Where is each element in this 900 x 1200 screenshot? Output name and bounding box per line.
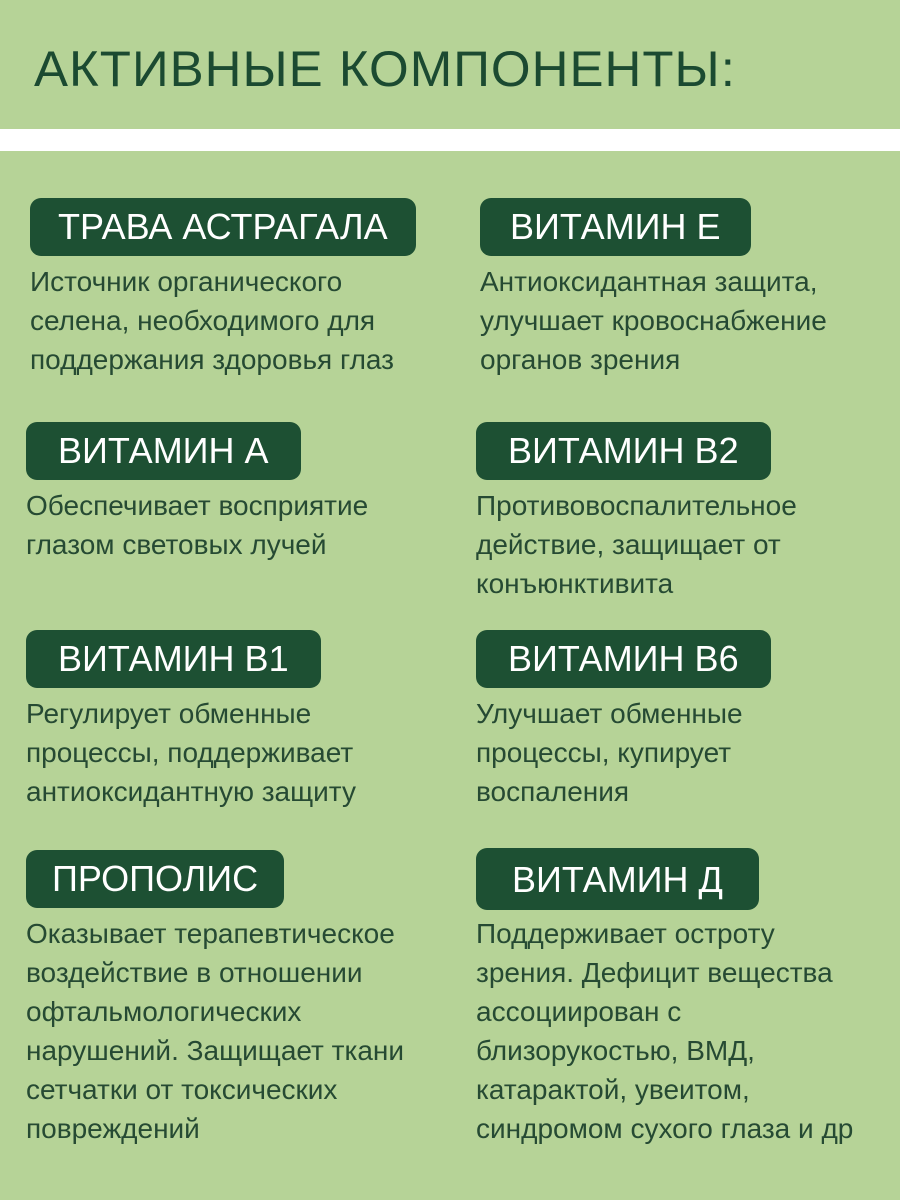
component-vitamin-e	[480, 198, 827, 379]
divider-stripe	[0, 129, 900, 151]
component-description	[26, 914, 404, 1148]
description-line: синдромом сухого глаза и др	[476, 1113, 854, 1144]
description-line: Улучшает обменные	[476, 698, 743, 729]
component-vitamin-b1	[26, 630, 356, 811]
component-description	[476, 486, 797, 603]
description-line: органов зрения	[480, 344, 681, 375]
description-line: Противовоспалительное	[476, 490, 797, 521]
component-label: ВИТАМИН В1	[26, 630, 321, 688]
description-line: улучшает кровоснабжение	[480, 305, 827, 336]
component-label: ВИТАМИН В2	[476, 422, 771, 480]
component-label: ПРОПОЛИС	[26, 850, 284, 908]
description-line: Обеспечивает восприятие	[26, 490, 369, 521]
description-line: Оказывает терапевтическое	[26, 918, 395, 949]
description-line: Антиоксидантная защита,	[480, 266, 818, 297]
description-line: поддержания здоровья глаз	[30, 344, 394, 375]
description-line: ассоциирован с	[476, 996, 682, 1027]
component-vitamin-b6	[476, 630, 771, 811]
component-propolis	[26, 850, 404, 1148]
description-line: конъюнктивита	[476, 568, 674, 599]
description-line: процессы, поддерживает	[26, 737, 354, 768]
component-label: ВИТАМИН Д	[476, 848, 759, 910]
description-line: катарактой, увеитом,	[476, 1074, 750, 1105]
description-line: повреждений	[26, 1113, 200, 1144]
component-label: ТРАВА АСТРАГАЛА	[30, 198, 416, 256]
component-label: ВИТАМИН В6	[476, 630, 771, 688]
description-line: процессы, купирует	[476, 737, 732, 768]
component-astragalus	[30, 198, 416, 379]
component-description	[476, 914, 853, 1148]
component-description	[26, 486, 368, 564]
description-line: близорукостью, ВМД,	[476, 1035, 755, 1066]
component-vitamin-d	[476, 848, 853, 1148]
description-line: зрения. Дефицит вещества	[476, 957, 833, 988]
description-line: глазом световых лучей	[26, 529, 327, 560]
description-line: нарушений. Защищает ткани	[26, 1035, 405, 1066]
component-description	[476, 694, 771, 811]
description-line: офтальмологических	[26, 996, 302, 1027]
description-line: действие, защищает от	[476, 529, 781, 560]
component-label: ВИТАМИН Е	[480, 198, 751, 256]
component-description	[480, 262, 827, 379]
component-label: ВИТАМИН А	[26, 422, 301, 480]
description-line: воспаления	[476, 776, 630, 807]
component-description	[26, 694, 356, 811]
page-title: АКТИВНЫЕ КОМПОНЕНТЫ:	[34, 41, 736, 97]
description-line: сетчатки от токсических	[26, 1074, 338, 1105]
description-line: селена, необходимого для	[30, 305, 376, 336]
component-vitamin-b2	[476, 422, 797, 603]
description-line: Источник органического	[30, 266, 343, 297]
description-line: воздействие в отношении	[26, 957, 363, 988]
description-line: антиоксидантную защиту	[26, 776, 356, 807]
description-line: Поддерживает остроту	[476, 918, 775, 949]
description-line: Регулирует обменные	[26, 698, 312, 729]
component-description	[30, 262, 416, 379]
component-vitamin-a	[26, 422, 368, 564]
